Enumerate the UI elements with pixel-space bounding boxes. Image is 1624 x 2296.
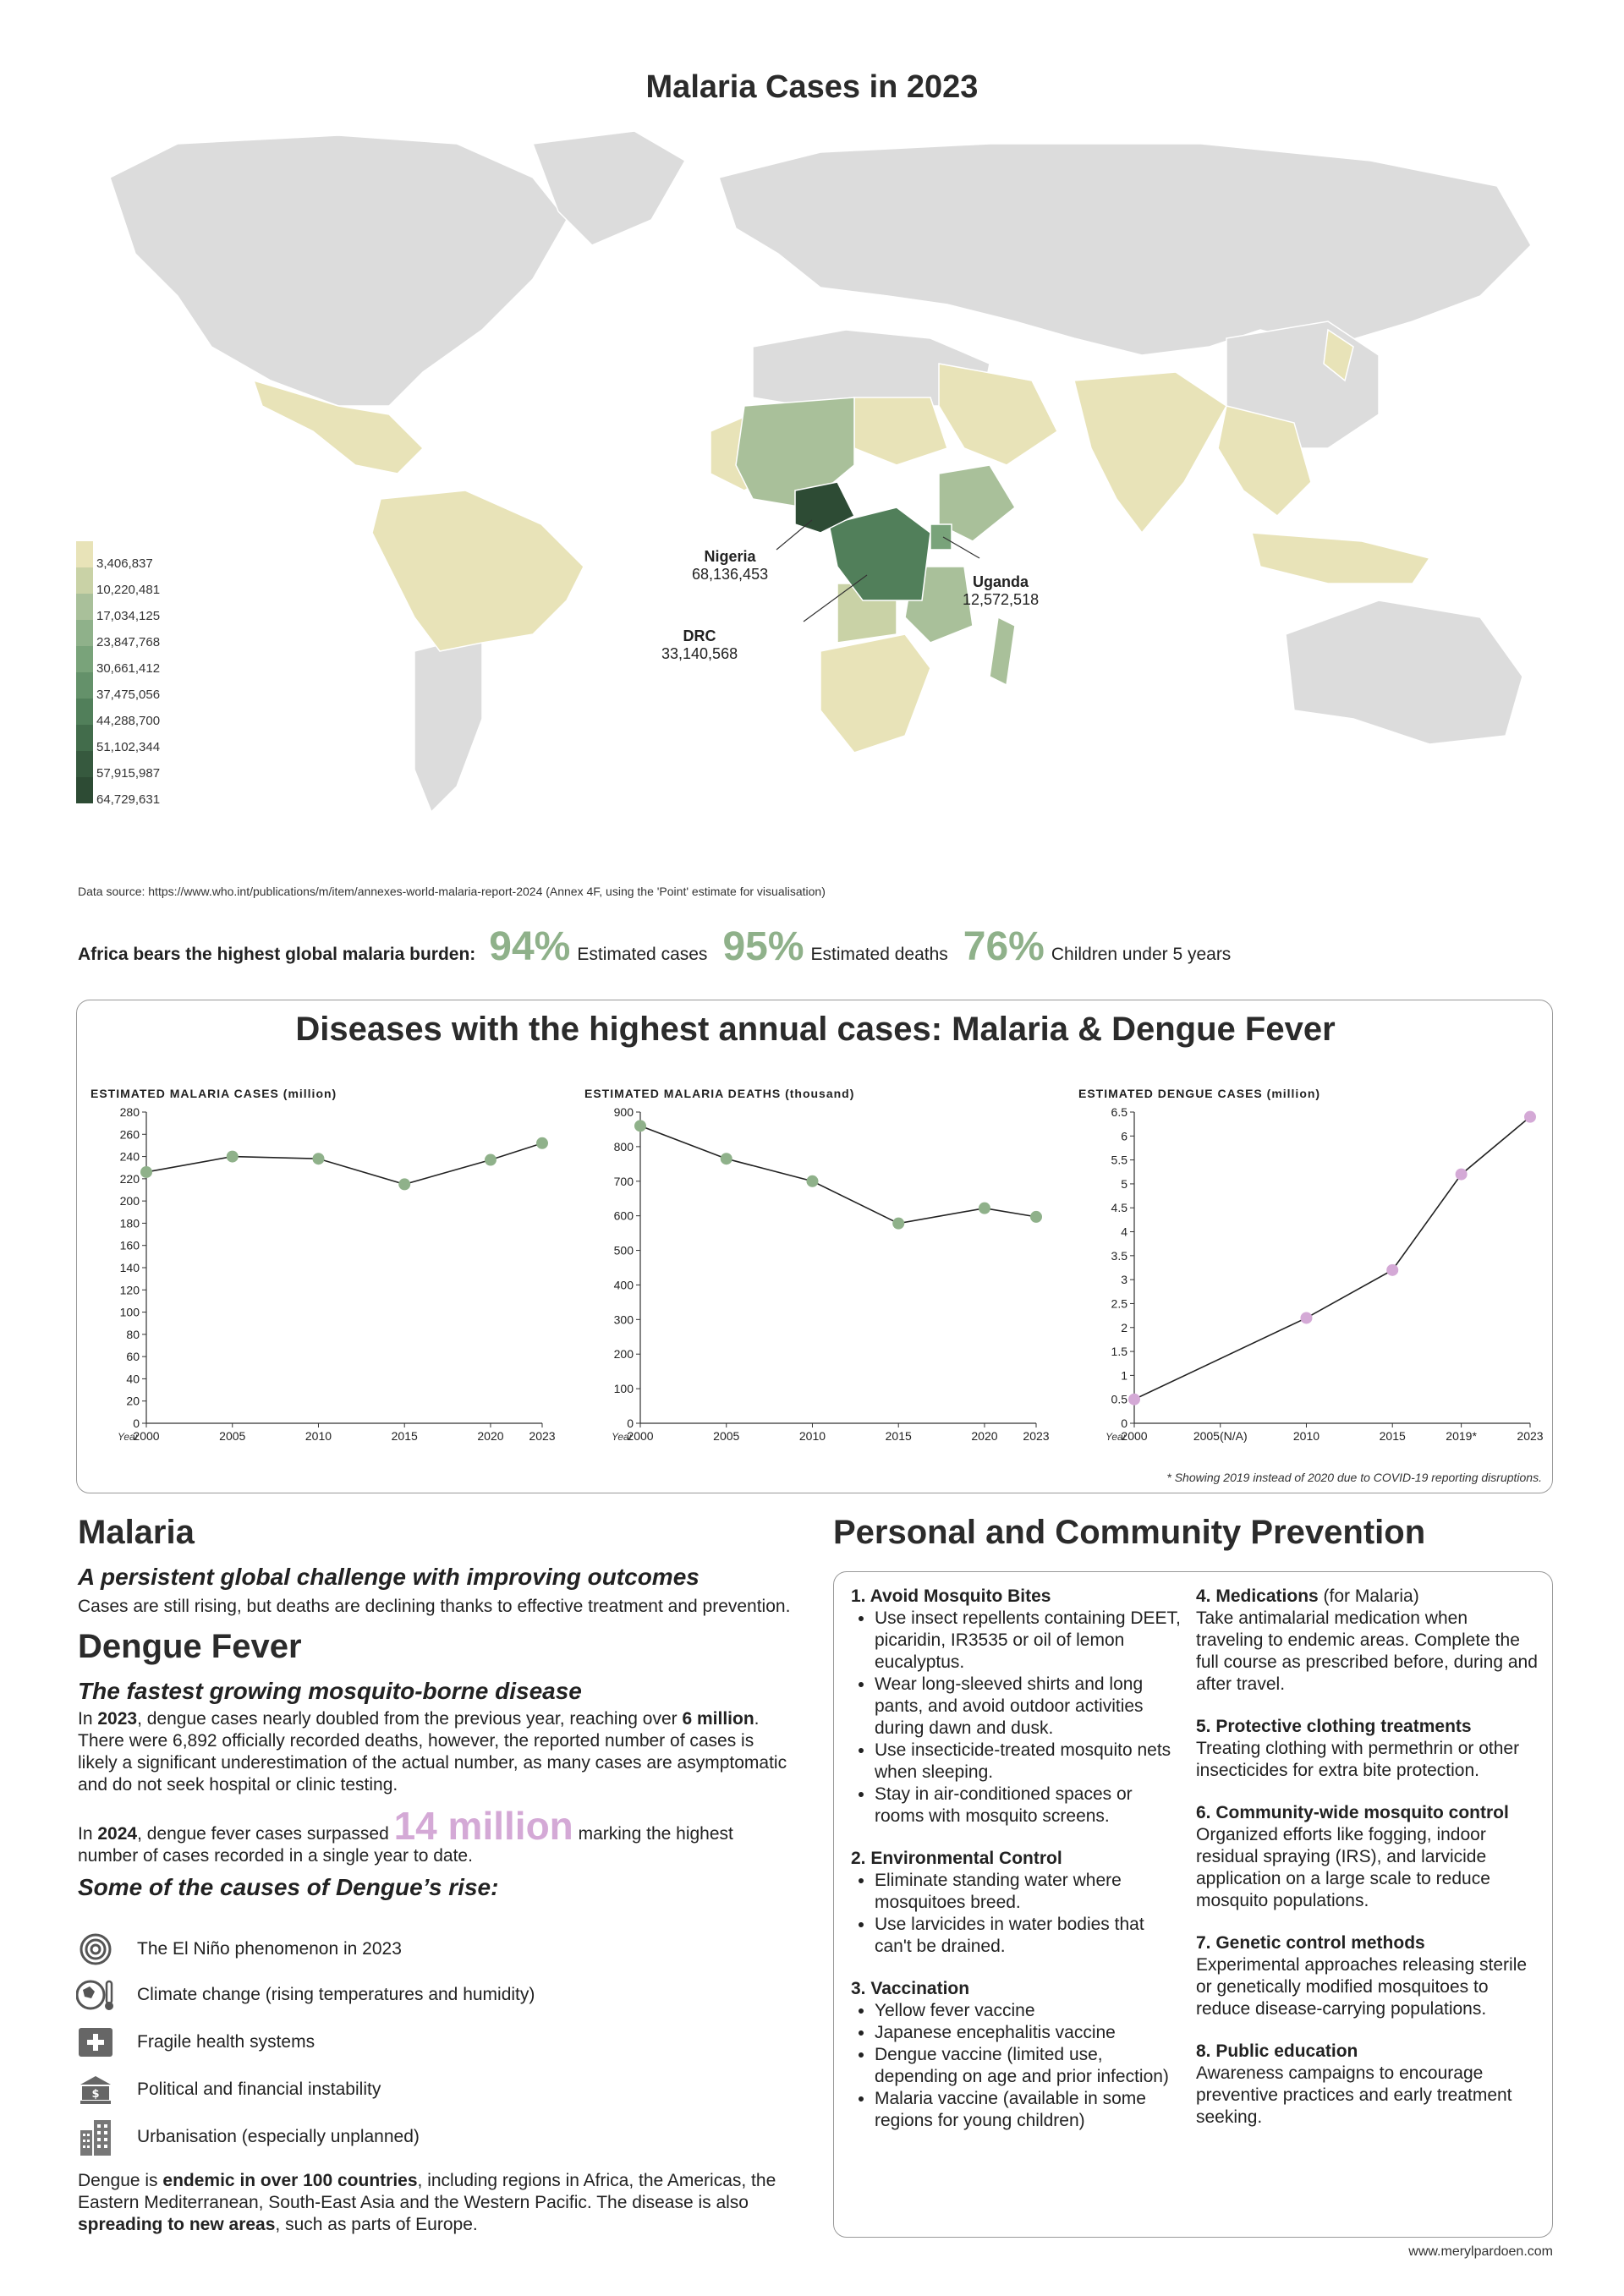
- y-tick-label: 60: [126, 1350, 140, 1364]
- prevention-block: [1196, 1716, 1539, 1782]
- x-tick-label: 2000: [627, 1429, 654, 1443]
- data-point: [1300, 1312, 1312, 1323]
- y-tick-label: 6.5: [1111, 1105, 1127, 1119]
- legend-swatch: [76, 594, 93, 620]
- burden-pct: 95%: [722, 924, 804, 969]
- south-america-south-shape: [414, 634, 482, 812]
- prevention-block: [1196, 1586, 1539, 1696]
- prevention-item: • Use larvicides in water bodies that can't be drained.: [875, 1914, 1181, 1958]
- burden-row: [78, 923, 1246, 970]
- prevention-item: • Use insecticide-treated mosquito nets when sleeping.: [875, 1740, 1181, 1784]
- y-tick-label: 700: [613, 1174, 634, 1188]
- legend-label: 64,729,631: [96, 792, 161, 807]
- data-point: [312, 1153, 324, 1164]
- prevention-item: • Japanese encephalitis vaccine: [875, 2022, 1181, 2044]
- burden-pct: 76%: [963, 924, 1045, 969]
- prevention-block: [851, 1978, 1181, 2132]
- cause-row: [76, 2069, 381, 2111]
- data-point: [140, 1166, 152, 1178]
- y-tick-label: 80: [126, 1327, 140, 1341]
- data-source: Data source: https://www.who.int/publications/m/item/annexes-world-malaria-report-2024 (Annex 4F, using the 'Point' estimate for visualisation): [78, 885, 826, 898]
- malaria-deaths-chart: [579, 1102, 1053, 1449]
- legend-swatch: [76, 672, 93, 699]
- series-line: [146, 1143, 542, 1185]
- prevention-item: • Yellow fever vaccine: [875, 2000, 1181, 2022]
- prevention-title-suffix: (for Malaria): [1318, 1586, 1419, 1606]
- data-point: [806, 1175, 818, 1187]
- spiral-icon: [76, 1930, 115, 1969]
- data-point: [1524, 1111, 1536, 1123]
- middle-east-shape: [939, 364, 1057, 465]
- year-label: Year: [118, 1431, 139, 1443]
- y-tick-label: 1.5: [1111, 1345, 1127, 1359]
- callout-value: 12,572,518: [963, 591, 1040, 608]
- data-point: [1386, 1264, 1398, 1276]
- data-point: [1128, 1394, 1140, 1406]
- x-tick-label: 2010: [798, 1429, 826, 1443]
- prevention-left-column: [851, 1586, 1181, 2152]
- malaria-text: Cases are still rising, but deaths are declining thanks to effective treatment and prevention.: [78, 1597, 791, 1616]
- data-point: [634, 1120, 646, 1132]
- y-tick-label: 0: [133, 1417, 140, 1430]
- fourteen-million: 14 million: [393, 1804, 573, 1848]
- x-tick-label: 2023: [1517, 1429, 1544, 1443]
- x-tick-label: 2019*: [1446, 1429, 1477, 1443]
- y-tick-label: 400: [613, 1278, 634, 1292]
- legend-swatch: [76, 567, 93, 594]
- dengue-subheading: The fastest growing mosquito-borne disease: [78, 1678, 582, 1704]
- prevention-item: • Malaria vaccine (available in some regions for young children): [875, 2088, 1181, 2132]
- cause-row: [76, 2116, 420, 2158]
- y-tick-label: 120: [119, 1283, 140, 1297]
- prevention-title: 2. Environmental Control: [851, 1849, 1062, 1868]
- data-point: [398, 1178, 410, 1190]
- x-tick-label: 2010: [1292, 1429, 1320, 1443]
- callout-name: Uganda: [973, 573, 1029, 590]
- prevention-text: Organized efforts like fogging, indoor residual spraying (IRS), and larvicide application on a large scale to reduce mosquito populations.: [1196, 1825, 1490, 1910]
- y-tick-label: 5.5: [1111, 1153, 1127, 1167]
- year-label: Year: [612, 1431, 633, 1443]
- burden-pct-label: Estimated cases: [577, 945, 708, 964]
- prevention-title: 4. Medications: [1196, 1586, 1319, 1606]
- dengue-heading: Dengue Fever: [78, 1628, 302, 1665]
- y-tick-label: 140: [119, 1261, 140, 1274]
- cause-text: Climate change (rising temperatures and humidity): [137, 1985, 535, 2004]
- y-tick-label: 160: [119, 1238, 140, 1252]
- x-tick-label: 2023: [529, 1429, 556, 1443]
- chart-title: ESTIMATED MALARIA DEATHS (thousand): [584, 1087, 855, 1100]
- legend-swatch: [76, 541, 93, 567]
- callout-name: Nigeria: [704, 548, 756, 565]
- drc-callout: [661, 627, 738, 663]
- prevention-block: [851, 1848, 1181, 1958]
- x-tick-label: 2000: [133, 1429, 160, 1443]
- prevention-title: 3. Vaccination: [851, 1979, 970, 1998]
- callout-value: 33,140,568: [661, 645, 738, 662]
- x-tick-label: 2000: [1121, 1429, 1148, 1443]
- data-point: [979, 1203, 990, 1214]
- burden-pct-label: Estimated deaths: [810, 945, 948, 964]
- malaria-heading: Malaria: [78, 1514, 195, 1551]
- y-tick-label: 500: [613, 1243, 634, 1258]
- legend-label: 30,661,412: [96, 661, 161, 676]
- year-label: Year: [1106, 1431, 1127, 1443]
- y-tick-label: 200: [613, 1347, 634, 1362]
- dengue-paragraph-1: In 2023, dengue cases nearly doubled from the previous year, reaching over 6 million. There were 6,892 officially recorded deaths, however, the reported number of cases is likely a significant underestimation of the actual number, as many cases are asymptomatic and do not seek hospital or clinic testing.: [78, 1709, 787, 1795]
- y-tick-label: 3.5: [1111, 1248, 1127, 1263]
- nigeria-callout: [692, 548, 768, 584]
- website-link[interactable]: www.merylpardoen.com: [1408, 2244, 1553, 2259]
- prevention-item: • Wear long-sleeved shirts and long pants, and avoid outdoor activities during dawn and dusk.: [875, 1674, 1181, 1740]
- x-tick-label: 2015: [1379, 1429, 1406, 1443]
- data-point: [485, 1154, 497, 1166]
- india-shape: [1074, 372, 1226, 533]
- y-tick-label: 2: [1121, 1320, 1127, 1334]
- y-tick-label: 220: [119, 1171, 140, 1186]
- prevention-title: 5. Protective clothing treatments: [1196, 1717, 1472, 1736]
- chart-title: ESTIMATED MALARIA CASES (million): [91, 1087, 337, 1100]
- sahel-shape: [854, 397, 947, 465]
- legend-swatch: [76, 699, 93, 725]
- burden-pct-label: Children under 5 years: [1051, 945, 1232, 964]
- y-tick-label: 800: [613, 1139, 634, 1153]
- prevention-title: 6. Community-wide mosquito control: [1196, 1803, 1509, 1822]
- prevention-item: • Dengue vaccine (limited use, depending on age and prior infection): [875, 2044, 1181, 2088]
- map-title: Malaria Cases in 2023: [645, 69, 979, 105]
- uganda-callout: [963, 573, 1039, 609]
- y-tick-label: 300: [613, 1312, 634, 1327]
- bank-icon: [76, 2070, 115, 2109]
- malaria-cases-chart: [85, 1102, 559, 1449]
- y-tick-label: 900: [613, 1105, 634, 1119]
- dengue-cases-chart: [1073, 1102, 1547, 1449]
- prevention-text: Experimental approaches releasing sterile or genetically modified mosquitoes to reduce disease-carrying populations.: [1196, 1955, 1528, 2019]
- x-tick-label: 2005: [219, 1429, 246, 1443]
- south-america-shape: [372, 490, 584, 651]
- southern-africa-shape: [820, 634, 930, 753]
- y-tick-label: 0.5: [1111, 1392, 1127, 1406]
- prevention-heading: Personal and Community Prevention: [833, 1514, 1426, 1551]
- x-tick-label: 2005(N/A): [1193, 1429, 1248, 1443]
- y-tick-label: 20: [126, 1394, 140, 1408]
- legend-label: 44,288,700: [96, 714, 161, 728]
- burden-pct: 94%: [489, 924, 571, 969]
- uganda-shape: [930, 524, 952, 550]
- prevention-right-column: [1196, 1586, 1539, 2149]
- prevention-text: Take antimalarial medication when traveling to endemic areas. Complete the full course as prescribed before, during and after travel.: [1196, 1608, 1538, 1694]
- legend-label: 23,847,768: [96, 635, 161, 649]
- data-point: [1030, 1211, 1042, 1223]
- x-tick-label: 2020: [971, 1429, 998, 1443]
- y-tick-label: 2.5: [1111, 1296, 1127, 1311]
- y-tick-label: 180: [119, 1216, 140, 1230]
- medical-cross-icon: [76, 2023, 115, 2062]
- cause-row: [76, 2021, 315, 2063]
- y-tick-label: 100: [613, 1382, 634, 1396]
- burden-label: Africa bears the highest global malaria burden:: [78, 945, 476, 964]
- charts-title: Diseases with the highest annual cases: Malaria & Dengue Fever: [295, 1011, 1336, 1048]
- y-tick-label: 600: [613, 1208, 634, 1223]
- prevention-title: 1. Avoid Mosquito Bites: [851, 1586, 1051, 1606]
- prevention-title: 8. Public education: [1196, 2041, 1358, 2061]
- cause-text: The El Niño phenomenon in 2023: [137, 1939, 402, 1959]
- cause-row: [76, 1928, 402, 1970]
- legend-label: 17,034,125: [96, 609, 161, 623]
- y-tick-label: 5: [1121, 1176, 1127, 1191]
- prevention-text: Awareness campaigns to encourage preventive practices and early treatment seeking.: [1196, 2063, 1512, 2127]
- eurasia-shape: [719, 144, 1531, 355]
- legend-label: 57,915,987: [96, 766, 161, 781]
- y-tick-label: 40: [126, 1372, 140, 1386]
- series-line: [640, 1126, 1036, 1223]
- y-tick-label: 240: [119, 1149, 140, 1164]
- x-tick-label: 2023: [1023, 1429, 1050, 1443]
- north-america-shape: [110, 135, 567, 406]
- buildings-icon: [76, 2118, 115, 2156]
- data-point: [892, 1218, 904, 1230]
- legend-swatch: [76, 620, 93, 646]
- legend-swatch: [76, 646, 93, 672]
- legend-swatch: [76, 751, 93, 777]
- y-tick-label: 0: [1121, 1417, 1127, 1430]
- legend-swatch: [76, 725, 93, 751]
- prevention-block: [1196, 1802, 1539, 1912]
- prevention-box: [833, 1571, 1553, 2238]
- indonesia-shape: [1252, 533, 1429, 584]
- charts-box: [76, 1000, 1553, 1493]
- prevention-block: [1196, 2041, 1539, 2129]
- x-tick-label: 2015: [885, 1429, 912, 1443]
- malaria-section: [78, 1514, 797, 1901]
- map-legend: [76, 541, 245, 807]
- prevention-title: 7. Genetic control methods: [1196, 1933, 1425, 1953]
- madagascar-shape: [990, 617, 1015, 685]
- globe-thermometer-icon: [76, 1975, 115, 2014]
- y-tick-label: 100: [119, 1305, 140, 1319]
- data-point: [1456, 1169, 1468, 1181]
- legend-label: 3,406,837: [96, 556, 153, 571]
- callout-name: DRC: [683, 627, 716, 644]
- prevention-block: [1196, 1932, 1539, 2020]
- prevention-text: Treating clothing with permethrin or other insecticides for extra bite protection.: [1196, 1739, 1520, 1780]
- cause-text: Fragile health systems: [137, 2032, 315, 2052]
- legend-label: 37,475,056: [96, 688, 161, 702]
- y-tick-label: 260: [119, 1127, 140, 1142]
- prevention-item: • Eliminate standing water where mosquitoes breed.: [875, 1870, 1181, 1914]
- x-tick-label: 2020: [477, 1429, 504, 1443]
- chart-title: ESTIMATED DENGUE CASES (million): [1078, 1087, 1321, 1100]
- cause-text: Political and financial instability: [137, 2080, 381, 2099]
- cause-row: [76, 1974, 535, 2016]
- prevention-item: • Use insect repellents containing DEET, picaridin, IR3535 or oil of lemon eucalyptus.: [875, 1608, 1181, 1674]
- data-point: [721, 1153, 732, 1164]
- covid-note: * Showing 2019 instead of 2020 due to COVID-19 reporting disruptions.: [1166, 1471, 1542, 1484]
- causes-heading: Some of the causes of Dengue’s rise:: [78, 1874, 499, 1900]
- y-tick-label: 0: [627, 1417, 634, 1430]
- y-tick-label: 1: [1121, 1368, 1127, 1383]
- world-map: [59, 127, 1565, 863]
- data-point: [536, 1137, 548, 1149]
- legend-label: 10,220,481: [96, 583, 161, 597]
- prevention-block: [851, 1586, 1181, 1827]
- x-tick-label: 2010: [304, 1429, 332, 1443]
- y-tick-label: 280: [119, 1105, 140, 1119]
- y-tick-label: 4.5: [1111, 1201, 1127, 1215]
- data-point: [227, 1151, 239, 1163]
- series-line: [1134, 1117, 1530, 1400]
- legend-swatch: [76, 777, 93, 803]
- dengue-paragraph-2: In 2024, dengue fever cases surpassed 14 million marking the highest number of cases recorded in a single year to date.: [78, 1804, 733, 1866]
- legend-label: 51,102,344: [96, 740, 161, 754]
- y-tick-label: 4: [1121, 1225, 1127, 1239]
- cause-text: Urbanisation (especially unplanned): [137, 2127, 420, 2146]
- dengue-paragraph-3: Dengue is endemic in over 100 countries, including regions in Africa, the Americas, the Eastern Mediterranean, South-East Asia and the Western Pacific. The disease is also spreading to new areas, such as parts of Europe.: [78, 2171, 776, 2234]
- y-tick-label: 200: [119, 1194, 140, 1208]
- prevention-item: • Stay in air-conditioned spaces or rooms with mosquito screens.: [875, 1784, 1181, 1827]
- y-tick-label: 6: [1121, 1129, 1127, 1143]
- callout-value: 68,136,453: [692, 566, 769, 583]
- x-tick-label: 2015: [391, 1429, 418, 1443]
- malaria-subheading: A persistent global challenge with improving outcomes: [78, 1564, 700, 1590]
- y-tick-label: 3: [1121, 1273, 1127, 1287]
- australia-shape: [1286, 600, 1522, 744]
- x-tick-label: 2005: [713, 1429, 740, 1443]
- svg-text:$: $: [91, 2088, 100, 2101]
